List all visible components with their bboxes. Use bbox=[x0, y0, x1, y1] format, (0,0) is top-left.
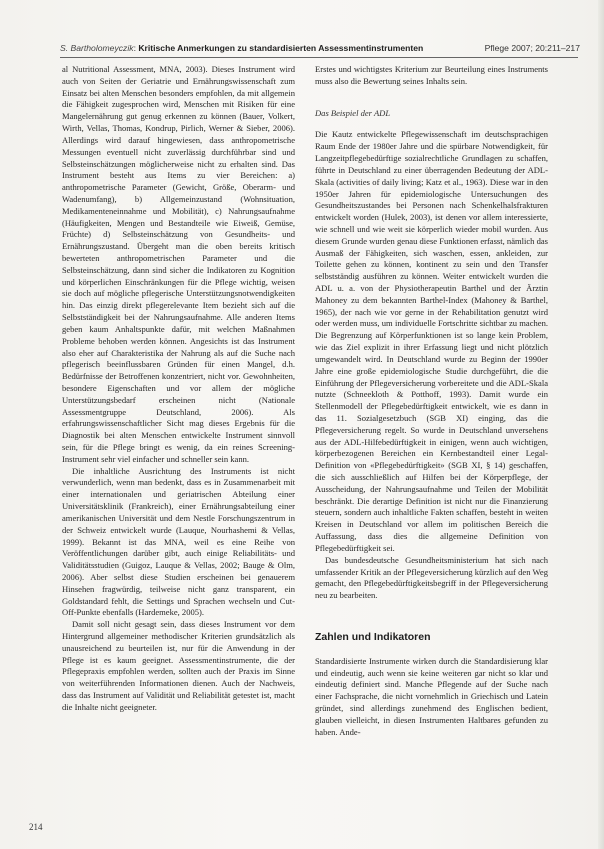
left-paragraph-2: Die inhaltliche Ausrichtung des Instruments ist nicht verwunderlich, wenn man bedenkt, dass es in Zusammenarbeit mit einer internationalen und geriatrischen Abteilung einer Universitätsklinik (Frankreich), einer Ernährungsabteilung einer amerikanischen Universität und dem Nestle Forschungszentrum in der Schweiz entwickelt wurde (Lauque, Nourhashemi & Vellas, 1999). Bekannt ist das MNA, weil es eine Reihe von Veröffentlichungen darüber gibt, auch einige Reliabilitäts- und Validitätsstudien (Guigoz, Lauque & Vellas, 2002; Bauge & Olm, 2006). Aber selbst diese Studien erscheinen bei genauerem Hinsehen fragwürdig, teilweise nicht ganz transparent, ein Goldstandard fehlt, die Settings und Sprachen wechseln und Cut-Off-Punkte ebenfalls (Hardemeke, 2005). bbox=[62, 465, 295, 618]
header-citation: Pflege 2007; 20:211–217 bbox=[484, 43, 580, 53]
left-paragraph-3: Damit soll nicht gesagt sein, dass dieses Instrument vor dem Hintergrund allgemeiner methodischer Kriterien grundsätzlich als unausreichend zu beurteilen ist, nur für die Anwendung in der Pflege ist es kaum geeignet. Assessmentinstrumente, die der Pflegepraxis empfohlen werden, sollten auch der Praxis im Sinne von weiterführenden Informationen dienen. Auch der Nachweis, dass das Instrument auf Validität und Reliabilität getestet ist, macht die Inhalte nicht geeigneter. bbox=[62, 619, 295, 712]
section-heading: Zahlen und Indikatoren bbox=[315, 630, 431, 643]
right-paragraph-2: Die Kautz entwickelte Pflegewissenschaft im deutschsprachigen Raum Ende der 1980er Jahre und die spürbare Notwendigkeit, für Langzeitpflegebedürftige sozialrechtliche Grundlagen zu schaffen, führte in Deutschland zu einer überragenden Bedeutung der ADL-Skala (activities of daily living; Katz et al., 1963). Diese war in den 1950er Jahren für epidemiologische Untersuchungen des Gesundheitszustandes bei Personen nach Schenkelhalsfrakturen entwickelt worden (Hulek, 2003), ist denen vor allem interessierte, wie schnell und wie weit sie körperlich wieder mobil wurden. Aus diesem Grunde wurden genau diese Funktionen erfasst, nämlich das Ausmaß der Fähigkeiten, sich waschen, essen, ankleiden, zur Toilette gehen zu können, kontinent zu sein und den Transfer selbstständig ausführen zu können. Weiter entwickelt wurden die ADL u. a. von der Physiotherapeutin Barthel und der Ärztin Mahoney zu dem bekannten Barthel-Index (Mahoney & Barthel, 1965), der nach wie vor gerne in der Rehabilitation genutzt wird oder werden muss, um individuelle Fortschritte sichtbar zu machen. Die Begrenzung auf Körperfunktionen ist so lange kein Problem, wie das Ziel explizit in ihrer Erfassung liegt und nicht plötzlich umgewandelt wird. In Deutschland wurde zu Beginn der 1990er Jahre eine große epidemiologische Studie durchgeführt, die die Einführung der Pflegeversicherung vorbereitete und die ADL-Skala nutzte (Schneekloth & Potthoff, 1993). Damit wurde ein Stellenmodell der Pflegebedürftigkeit entwickelt, wie es dann in das 11. Sozialgesetzbuch (SGB XI) einging, das die Pflegeversicherung regelt. So wurde in Deutschland unversehens aus der ADL-Hilfebedürftigkeit in einigen, wenn auch wichtigen, körperbezogenen Bereichen ein Kernbestandteil einer Legal-Definition von «Pflegebedürftigkeit» (SGB XI, § 14) geschaffen, die sich ausschließlich auf Hilfen bei der Körperpflege, der Ausscheidung, der Nahrungsaufnahme und Teilen der Mobilität beschränkt. Die derartige Definition ist nicht nur die Finanzierung steuern, sondern auch inhaltliche Fakten schaffen, besteht in weiten Kreisen in Deutschland vor allem im politischen Bereich die Auffassung, dass dies die allgemeine Definition von Pflegebedürftigkeit sei. bbox=[315, 129, 548, 553]
page-number: 214 bbox=[29, 822, 43, 832]
right-paragraph-3: Das bundesdeutsche Gesundheitsministerium hat sich nach umfassender Kritik an der Pflegeversicherung kürzlich auf den Weg gemacht, den Pflegebedürftigkeitsbegriff in der Pflegeversicherung neu zu bearbeiten. bbox=[315, 554, 548, 601]
left-paragraph-1: al Nutritional Assessment, MNA, 2003). Dieses Instrument wird auch von Seiten der Geriatrie und Ernährungswissenschaft zum Einsatz bei alten Menschen besonders empfohlen, da mit allgemein die Fähigkeit zugesprochen wird, Menschen mit Risiken für eine Mangelernährung gut genug erkennen zu können (Bauer, Volkert, Wirth, Vellas, Thomas, Kondrup, Pirlich, Werner & Sieber, 2006). Allerdings wird darauf hingewiesen, dass anthropometrische Messungen eventuell nicht zuverlässig durchführbar sind und Selbsteinschätzungen möglicherweise nicht zu erhalten sind. Das Instrument besteht aus Items zu vier Bereichen: a) anthropometrische Parameter (Gewicht, Größe, Oberarm- und Wadenumfang), b) Allgemeinzustand (Wohnsituation, Medikamenteneinnahme und Mobilität), c) Nahrungsaufnahme (Häufigkeiten, Mengen und Bestandteile wie Eiweiß, Gemüse, Früchte) d) Selbsteinschätzung von Gesundheits- und Ernährungszustand. Übergeht man die oben bereits kritisch bewerteten anthropometrischen Parameter und die Selbsteinschätzung, dann sind sicher die Indikatoren zu Kognition und körperlichen Einschränkungen für die Pflege wichtig, weisen sie doch auf mögliche pflegerische Unterstützungsnotwendigkeiten hin. Das einzig direkt pflegerelevante Item bezieht sich auf die Selbstständigkeit bei der Nahrungsaufnahme. Alle anderen Items geben kaum Anhaltspunkte dafür, mit welchen Maßnahmen Probleme behoben werden können. Angesichts ist das Instrument also eher auf Charakteristika der Nahrung als auf die Suche nach pflegerisch beeinflussbaren Gründen für einen Mangel, d.h. Bedürfnisse der Betroffenen konzentriert, nicht vor. Gewohnheiten, besondere Eigenschaften und vor allem der mögliche Unterstützungsbedarf erscheinen nicht (Nationale Assessmentgruppe Deutschland, 2006). Als erfahrungswissenschaftlicher Sicht mag dieses Ergebnis für die Diagnostik bei alten Menschen entwickelte Instrument sinnvoll sein, für die Pflege bringt es wenig, da ein reines Screening-Instrument sehr viel einfacher und schneller sein kann. bbox=[62, 64, 295, 464]
page-edge bbox=[598, 0, 604, 849]
right-paragraph-4: Standardisierte Instrumente wirken durch die Standardisierung klar und eindeutig, auch wenn sie keine weiteren gar nicht so klar und eindeutig definiert sind. Manche Pflegende auf der Suche nach einer Fachsprache, die nicht vornehmlich in Griechisch und Latein gründet, sind allerdings zunehmend des Englischen bedient, glauben vielleicht, in diesen Instrumenten Haltbares gefunden zu haben. Ande- bbox=[315, 655, 548, 737]
right-paragraph-1: Erstes und wichtigstes Kriterium zur Beurteilung eines Instruments muss also die Bewertung seines Inhalts sein. bbox=[315, 64, 548, 86]
left-column bbox=[62, 64, 295, 714]
running-header: S. Bartholomeyczik: Kritische Anmerkungen zu standardisierten Assessmentinstrumenten Pflege 2007; 20:211–217 bbox=[60, 43, 580, 53]
header-author: S. Bartholomeyczik bbox=[60, 43, 134, 53]
header-title: Kritische Anmerkungen zu standardisierten Assessmentinstrumenten bbox=[138, 43, 424, 53]
header-rule bbox=[60, 57, 578, 58]
right-column bbox=[315, 64, 548, 738]
subheading-adl: Das Beispiel der ADL bbox=[315, 107, 391, 118]
